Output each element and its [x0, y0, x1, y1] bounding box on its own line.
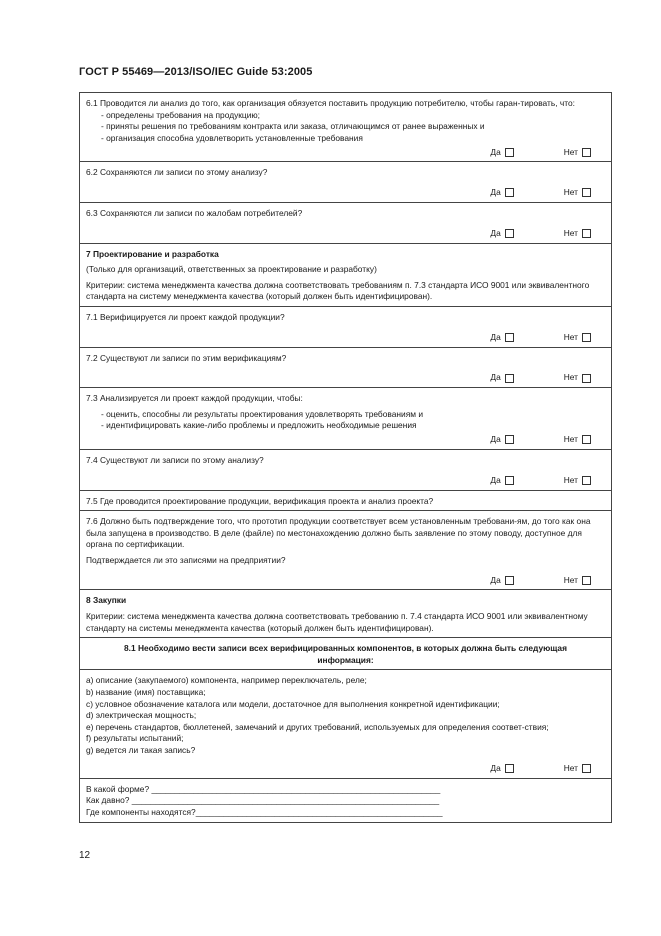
section-6-1	[80, 93, 611, 162]
yes-checkbox[interactable]	[505, 188, 514, 197]
list-item: c) условное обозначение каталога или модели, достаточное для выполнения конкретной идентификации;	[86, 698, 500, 709]
yes-label: Да	[490, 187, 501, 198]
section-7-6	[80, 511, 611, 590]
section-7-1	[80, 307, 611, 348]
yes-no-answer	[86, 434, 605, 446]
yes-label: Да	[490, 227, 501, 238]
yes-no-answer	[86, 332, 605, 344]
section-8-1-items	[80, 670, 611, 778]
no-checkbox[interactable]	[582, 229, 591, 238]
question-text: 7.4 Существуют ли записи по этому анализу?	[86, 454, 264, 465]
yes-no-answer	[86, 187, 605, 199]
no-checkbox[interactable]	[582, 188, 591, 197]
section-note: (Только для организаций, ответственных за проектирование и разработку)	[86, 264, 377, 275]
no-label: Нет	[563, 474, 578, 485]
bullet-item: - организация способна удовлетворить установленные требования	[101, 132, 363, 143]
list-item: e) перечень стандартов, бюллетеней, замечаний и других требований, используемых для определения соответ-ствия;	[86, 721, 549, 732]
section-8-1-details	[80, 779, 611, 823]
list-item: b) название (имя) поставщика;	[86, 687, 206, 698]
list-item: а) описание (закупаемого) компонента, например переключатель, реле;	[86, 675, 367, 686]
yes-checkbox[interactable]	[505, 333, 514, 342]
no-label: Нет	[563, 227, 578, 238]
no-checkbox[interactable]	[582, 576, 591, 585]
yes-label: Да	[490, 762, 501, 773]
section-title: 7 Проектирование и разработка	[86, 248, 219, 259]
bullet-item: - идентифицировать какие-либо проблемы и предложить необходимые решения	[101, 420, 417, 431]
no-label: Нет	[563, 434, 578, 445]
section-7-4	[80, 450, 611, 491]
list-item: d) электрическая мощность;	[86, 710, 197, 721]
yes-label: Да	[490, 474, 501, 485]
list-item: g) ведется ли такая запись?	[86, 745, 196, 755]
question-text: 7.3 Анализируется ли проект каждой продукции, чтобы:	[86, 393, 303, 404]
yes-no-answer	[86, 228, 605, 240]
no-checkbox[interactable]	[582, 148, 591, 157]
section-criteria: Критерии: система менеджмента качества должна соответствовать требованиям п. 7.3 стандарта ИСО 9001 или эквивалентного стандарта на систему менеджмента качества (который должен быть идентифицирован).	[86, 279, 590, 302]
yes-checkbox[interactable]	[505, 148, 514, 157]
question-text: 6.2 Сохраняются ли записи по этому анализу?	[86, 167, 268, 178]
yes-label: Да	[490, 331, 501, 342]
section-7	[80, 244, 611, 307]
no-checkbox[interactable]	[582, 764, 591, 773]
section-title: 8 Закупки	[86, 595, 127, 606]
form-field-line[interactable]: В какой форме? ______________________________________________________________	[86, 783, 441, 794]
section-7-5	[80, 491, 611, 512]
section-7-3	[80, 388, 611, 450]
page-number: 12	[79, 850, 91, 861]
no-label: Нет	[563, 762, 578, 773]
question-text: Подтверждается ли это записями на предприятии?	[86, 554, 286, 565]
no-label: Нет	[563, 372, 578, 383]
since-field-line[interactable]: Как давно? __________________________________________________________________	[86, 795, 440, 806]
no-checkbox[interactable]	[582, 374, 591, 383]
question-text: 7.5 Где проводится проектирование продукции, верификация проекта и анализ проекта?	[86, 495, 434, 506]
question-text: 7.1 Верифицируется ли проект каждой продукции?	[86, 311, 285, 322]
yes-checkbox[interactable]	[505, 374, 514, 383]
yes-checkbox[interactable]	[505, 229, 514, 238]
section-title: 8.1 Необходимо вести записи всех верифицированных компонентов, в которых должна быть следующая информация:	[124, 643, 567, 665]
section-8-1-title	[80, 638, 611, 670]
page-header-title: ГОСТ Р 55469—2013/ISO/IEC Guide 53:2005	[79, 66, 313, 78]
section-8	[80, 590, 611, 638]
yes-no-answer	[86, 574, 605, 586]
no-checkbox[interactable]	[582, 435, 591, 444]
yes-checkbox[interactable]	[505, 764, 514, 773]
no-label: Нет	[563, 331, 578, 342]
bullet-item: - оценить, способны ли результаты проектирования удовлетворять требованиям и	[101, 408, 423, 419]
yes-label: Да	[490, 146, 501, 157]
no-label: Нет	[563, 146, 578, 157]
yes-no-answer	[86, 475, 605, 487]
no-label: Нет	[563, 187, 578, 198]
yes-no-answer	[86, 372, 605, 384]
yes-no-answer	[86, 763, 605, 775]
question-text: 6.3 Сохраняются ли записи по жалобам потребителей?	[86, 207, 303, 218]
section-6-3	[80, 203, 611, 244]
no-checkbox[interactable]	[582, 333, 591, 342]
yes-checkbox[interactable]	[505, 576, 514, 585]
yes-checkbox[interactable]	[505, 435, 514, 444]
list-item: f) результаты испытаний;	[86, 733, 184, 744]
question-text: 6.1 Проводится ли анализ до того, как организация обязуется поставить продукцию потребителю, чтобы гаран-тировать, что:	[86, 98, 575, 108]
section-criteria: Критерии: система менеджмента качества должна соответствовать требованию п. 7.4 стандарта ИСО 9001 или эквивалентному стандарту на системы менеджмента качества (который должен быть идентифицирован).	[86, 611, 588, 633]
question-text: 7.6 Должно быть подтверждение того, что прототип продукции соответствует всем установленным требовани-ям, до того как она была запущена в производство. В деле (файле) по местонахождению должно быть заявление по этому поводу, доступное для органа по сертификации.	[86, 516, 591, 550]
yes-no-answer	[86, 146, 605, 158]
no-label: Нет	[563, 574, 578, 585]
yes-checkbox[interactable]	[505, 476, 514, 485]
location-field-line[interactable]: Где компоненты находятся?_____________________________________________________	[86, 806, 443, 817]
yes-label: Да	[490, 434, 501, 445]
yes-label: Да	[490, 574, 501, 585]
bullet-item: - определены требования на продукцию;	[101, 109, 261, 120]
section-7-2	[80, 348, 611, 389]
checklist-table	[79, 92, 612, 823]
yes-label: Да	[490, 372, 501, 383]
question-text: 7.2 Существуют ли записи по этим верификациям?	[86, 352, 287, 363]
no-checkbox[interactable]	[582, 476, 591, 485]
bullet-item: - приняты решения по требованиям контракта или заказа, отличающимся от ранее выраженных и	[101, 121, 485, 132]
section-6-2	[80, 162, 611, 203]
